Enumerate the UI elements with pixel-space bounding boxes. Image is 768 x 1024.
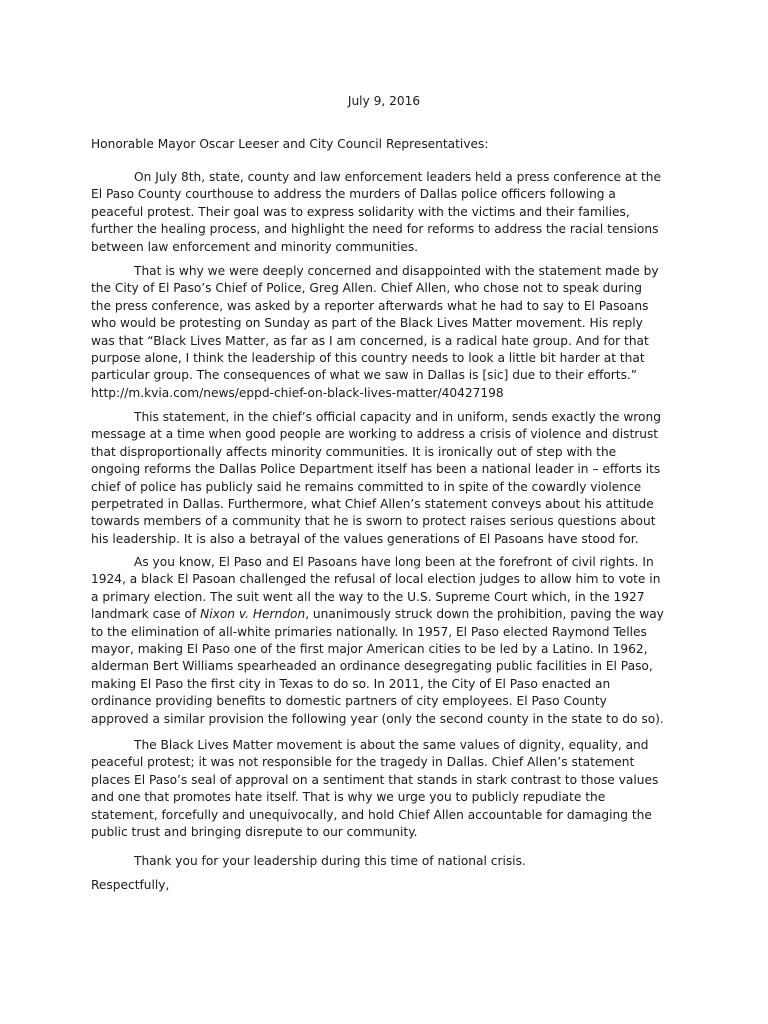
- text-line: As you know, El Paso and El Pasoans have long been at the forefront of civil rights. In: [134, 555, 654, 569]
- text-line: message at a time when good people are working to address a crisis of violence and distrust: [91, 427, 659, 442]
- text-line: This statement, in the chief’s official capacity and in uniform, sends exactly the wrong: [134, 410, 661, 424]
- case-name: Nixon v. Herndon: [200, 607, 306, 622]
- paragraph-5: [91, 737, 691, 841]
- text-line: that disproportionally affects minority communities. It is ironically out of step with the: [91, 444, 617, 459]
- text-line: perpetrated in Dallas. Furthermore, what Chief Allen’s statement conveys about his attitude: [91, 497, 654, 512]
- text-line: making El Paso the first city in Texas to do so. In 2011, the City of El Paso enacted an: [91, 676, 611, 691]
- text-line: On July 8th, state, county and law enforcement leaders held a press conference at the: [134, 170, 662, 184]
- text-line: who would be protesting on Sunday as part of the Black Lives Matter movement. His reply: [91, 316, 643, 331]
- text-fragment: landmark case of: [91, 607, 201, 622]
- text-line: peaceful protest. Their goal was to express solidarity with the victims and their families,: [91, 204, 630, 219]
- closing: Respectfully,: [91, 878, 170, 892]
- text-line: approved a similar provision the following year (only the second county in the state to do so).: [91, 711, 664, 726]
- text-line: 1924, a black El Pasoan challenged the refusal of local election judges to allow him to vote in: [91, 572, 661, 587]
- paragraph-3: [91, 409, 691, 548]
- text-line: the City of El Paso’s Chief of Police, Greg Allen. Chief Allen, who chose not to speak during: [91, 281, 642, 296]
- text-line: El Paso County courthouse to address the murders of Dallas police officers following a: [91, 187, 616, 202]
- text-line: particular group. The consequences of what we saw in Dallas is [sic] due to their efforts.”: [91, 368, 638, 383]
- source-url: http://m.kvia.com/news/eppd-chief-on-black-lives-matter/40427198: [91, 385, 504, 400]
- text-line: [91, 606, 691, 623]
- text-line: his leadership. It is also a betrayal of the values generations of El Pasoans have stood for.: [91, 531, 639, 546]
- text-line: statement, forcefully and unequivocally, and hold Chief Allen accountable for damaging the: [91, 807, 652, 822]
- text-line: public trust and bringing disrepute to our community.: [91, 825, 418, 840]
- paragraph-2: [91, 263, 691, 402]
- letter-date: July 9, 2016: [347, 94, 421, 108]
- text-line: places El Paso’s seal of approval on a sentiment that stands in stark contrast to those values: [91, 772, 659, 787]
- text-line: the press conference, was asked by a reporter afterwards what he had to say to El Pasoans: [91, 298, 649, 313]
- salutation: Honorable Mayor Oscar Leeser and City Council Representatives:: [91, 137, 489, 151]
- text-line: alderman Bert Williams spearheaded an ordinance desegregating public facilities in El Paso,: [91, 659, 653, 674]
- text-line: towards members of a community that he is sworn to protect raises serious questions about: [91, 514, 656, 529]
- text-line: peaceful protest; it was not responsible for the tragedy in Dallas. Chief Allen’s statement: [91, 755, 635, 770]
- text-line: further the healing process, and highlight the need for reforms to address the racial tensions: [91, 222, 659, 237]
- text-line: and one that promotes hate itself. That is why we urge you to publicly repudiate the: [91, 790, 606, 805]
- text-line: Thank you for your leadership during this time of national crisis.: [134, 854, 526, 868]
- text-line: was that “Black Lives Matter, as far as I am concerned, is a radical hate group. And for that: [91, 333, 649, 348]
- text-line: That is why we were deeply concerned and disappointed with the statement made by: [134, 264, 659, 278]
- text-line: to the elimination of all-white primaries nationally. In 1957, El Paso elected Raymond Telles: [91, 624, 647, 639]
- text-line: The Black Lives Matter movement is about the same values of dignity, equality, and: [134, 738, 649, 752]
- text-line: ordinance providing benefits to domestic partners of city employees. El Paso County: [91, 694, 607, 709]
- paragraph-4: [91, 554, 691, 728]
- paragraph-6: [91, 853, 691, 870]
- text-line: a primary election. The suit went all the way to the U.S. Supreme Court which, in the 1927: [91, 589, 645, 604]
- text-line: between law enforcement and minority communities.: [91, 239, 419, 254]
- text-line: purpose alone, I think the leadership of this country needs to look a little bit harder at that: [91, 351, 645, 366]
- text-line: ongoing reforms the Dallas Police Department itself has been a national leader in – efforts its: [91, 462, 661, 477]
- text-line: mayor, making El Paso one of the first major American cities to be led by a Latino. In 1962,: [91, 642, 648, 657]
- text-line: chief of police has publicly said he remains committed to in spite of the cowardly violence: [91, 479, 642, 494]
- paragraph-1: [91, 169, 691, 256]
- text-fragment: , unanimously struck down the prohibition, paving the way: [305, 607, 664, 622]
